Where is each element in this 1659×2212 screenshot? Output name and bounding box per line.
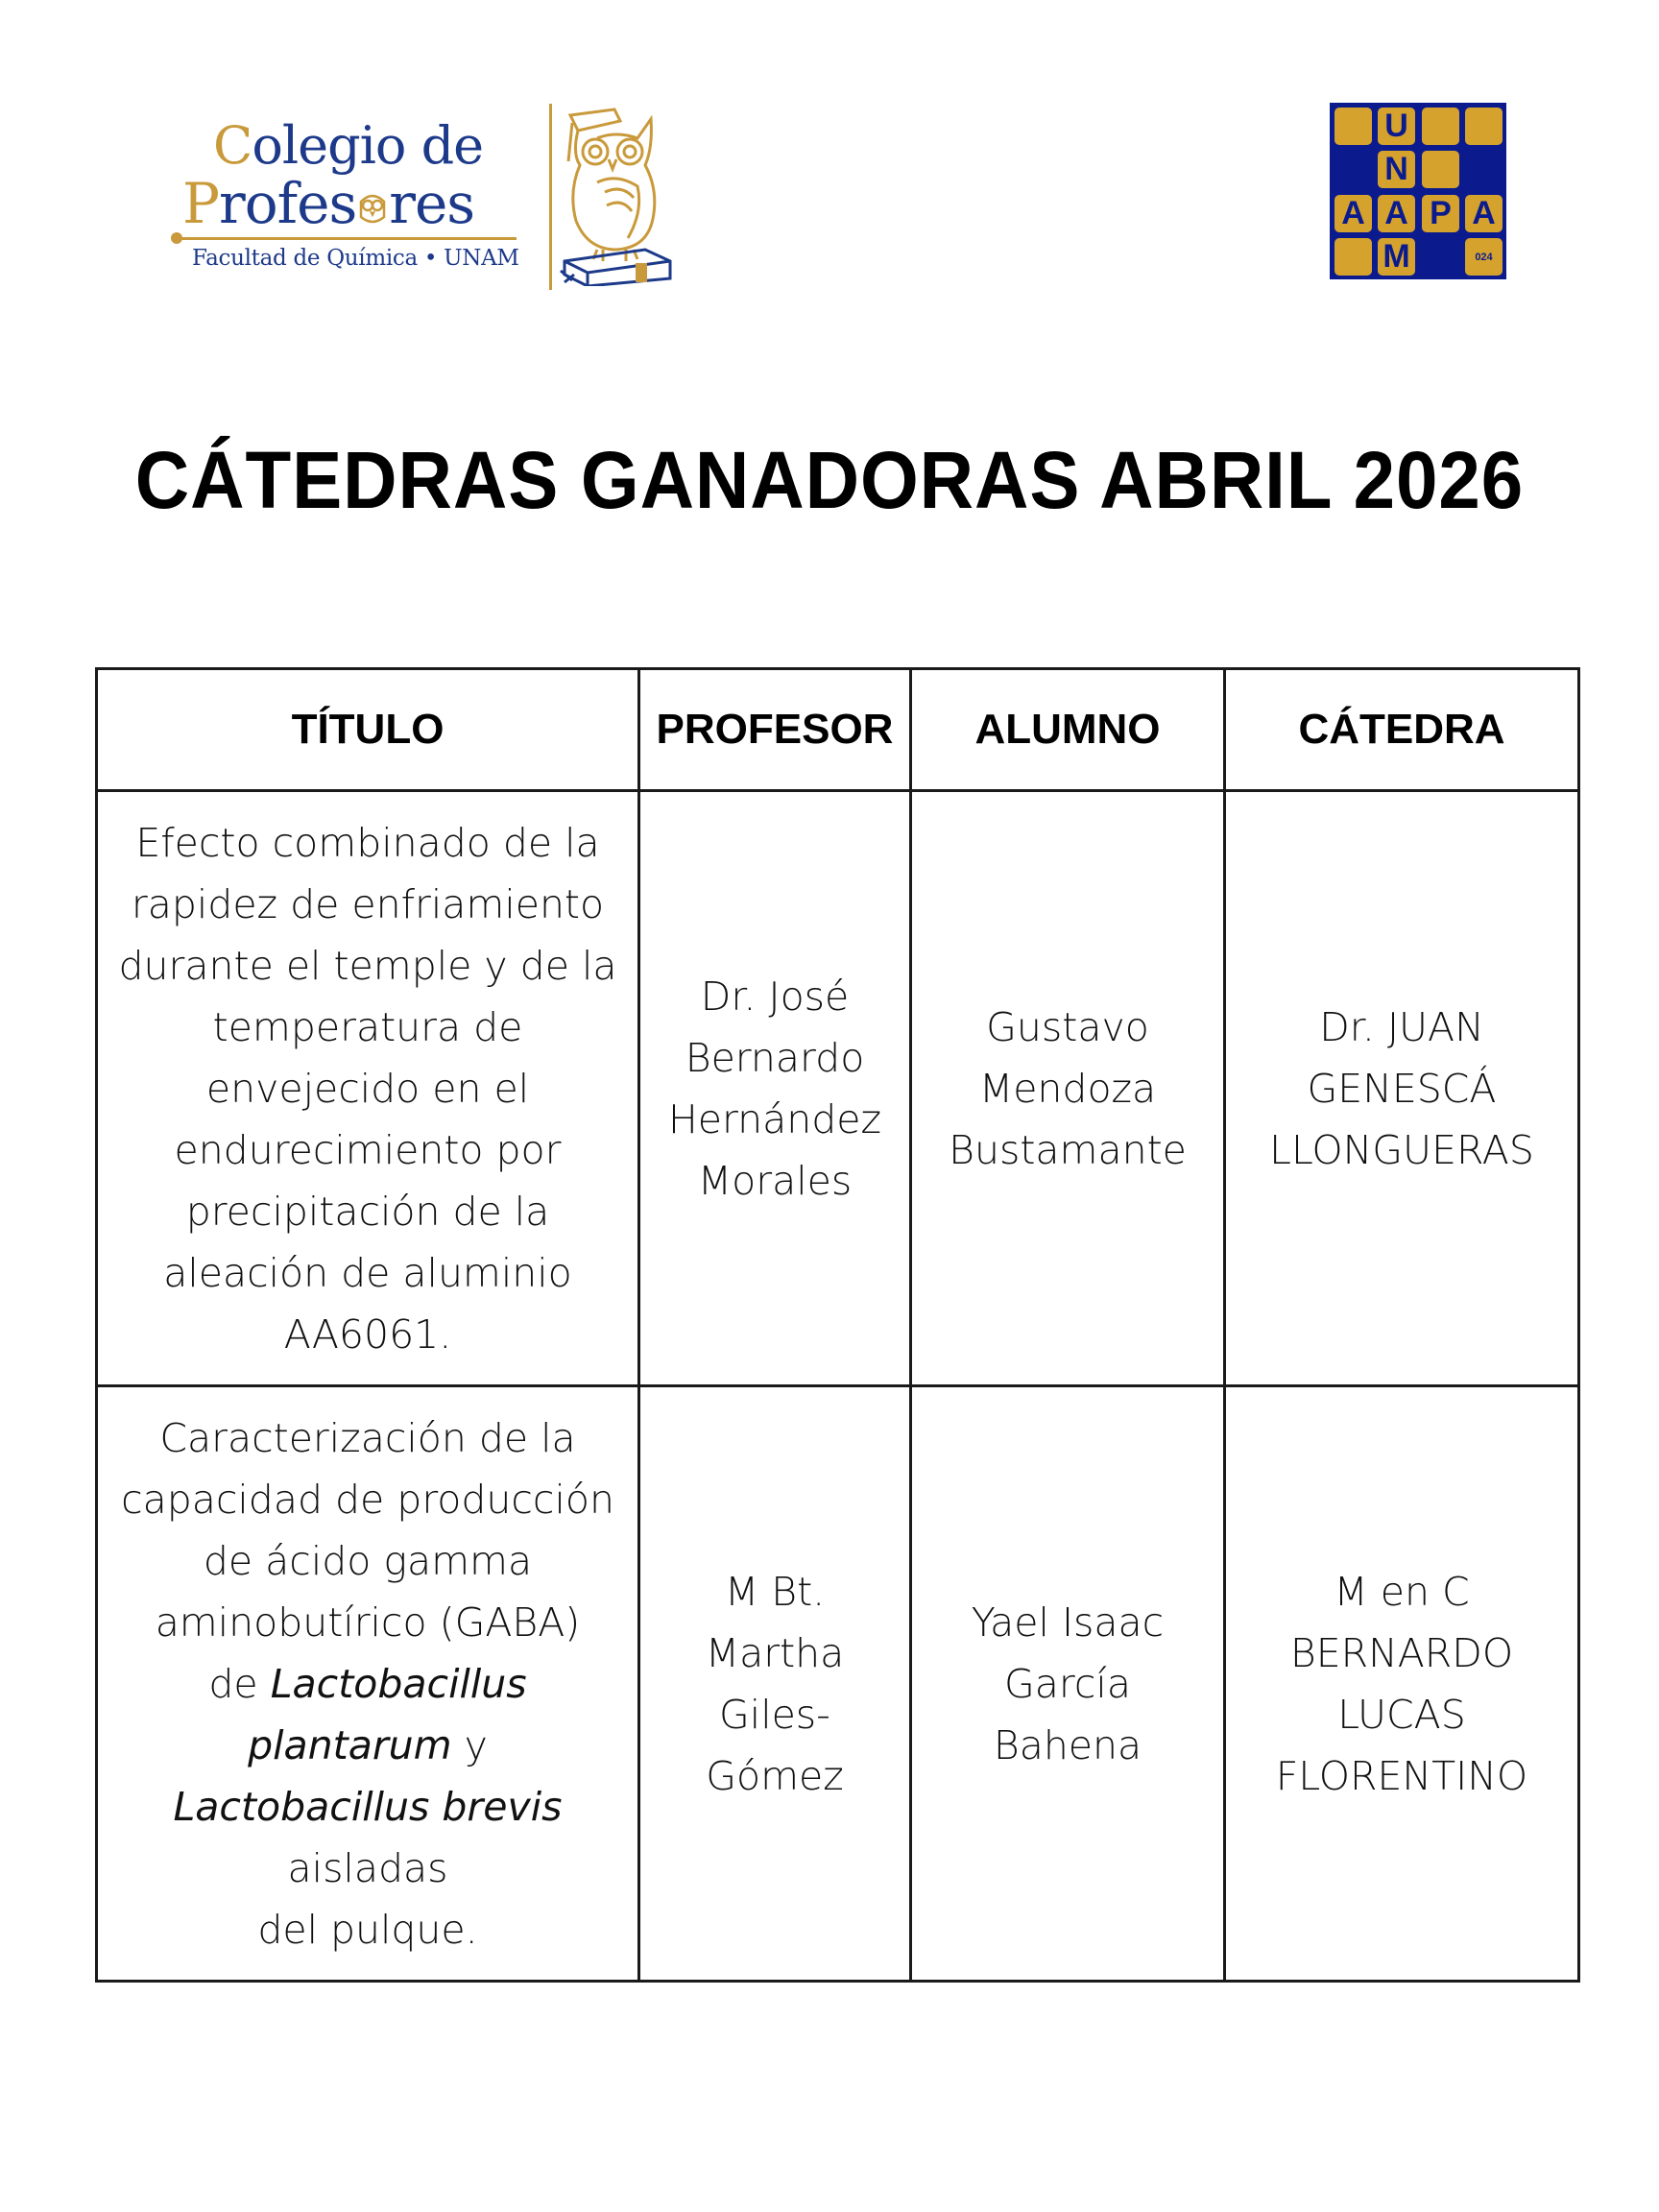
cell-text-line: Hernández [667, 1095, 882, 1142]
logo-subtitle: Facultad de Química • UNAM [192, 246, 519, 271]
cell-text-line: Mendoza [978, 1065, 1157, 1112]
colegio-de-profesores-logo [169, 102, 678, 290]
column-header-titulo: TÍTULO [97, 669, 639, 791]
logo-wordmark [169, 102, 534, 290]
column-header-profesor: PROFESOR [639, 669, 911, 791]
species-name: Lactobacillus brevis [173, 1783, 563, 1830]
logo-tile-p: P [1422, 195, 1459, 232]
cell-catedra [1225, 791, 1579, 1386]
logo-initial-c: C [213, 115, 252, 176]
cell-text-line: Dr. JUAN [1319, 1003, 1484, 1050]
logo-tile-a: A [1465, 195, 1503, 232]
unam-aapa-logo [1330, 103, 1506, 279]
cell-alumno [911, 791, 1225, 1386]
text-run: de [208, 1660, 271, 1707]
logo-tile-n: N [1378, 151, 1415, 188]
logo-line-profesores [182, 171, 474, 236]
cell-titulo [97, 1386, 639, 1982]
logo-divider [549, 104, 552, 290]
cell-text-line: del pulque. [257, 1906, 478, 1953]
owl-on-book-icon [559, 106, 674, 286]
logo-tile [1422, 151, 1459, 188]
column-header-catedra: CÁTEDRA [1225, 669, 1579, 791]
cell-text-line: de ácido gamma [203, 1537, 533, 1584]
cell-text-line: rapidez de enfriamiento [131, 880, 605, 927]
cell-text-line: aisladas [287, 1844, 448, 1891]
cell-text-line: Gustavo [986, 1003, 1149, 1050]
cell-text-line: Gómez [706, 1752, 844, 1799]
cell-text-line: Martha [705, 1629, 845, 1676]
table-row [97, 1386, 1579, 1982]
logo-tile-a: A [1378, 195, 1415, 232]
cell-text-line: temperatura de [212, 1003, 523, 1050]
text-run: y [451, 1721, 488, 1768]
logo-tile [1465, 108, 1503, 145]
logo-text-profes: rofes [219, 171, 357, 236]
cell-text-line: durante el temple y de la [118, 942, 617, 989]
table-header-row [97, 669, 1579, 791]
logo-text-res: res [389, 171, 475, 236]
logo-rule [179, 237, 517, 240]
cell-titulo [97, 791, 639, 1386]
cell-text-line: aminobutírico (GABA) [155, 1599, 581, 1646]
cell-text-line: LLONGUERAS [1269, 1126, 1534, 1173]
small-owl-face-icon [356, 175, 389, 213]
cell-text-line: precipitación de la [185, 1188, 550, 1235]
cell-text-line: LUCAS [1337, 1691, 1466, 1738]
cell-text-line: AA6061. [283, 1310, 452, 1358]
cell-text-line: BERNARDO [1289, 1629, 1514, 1676]
cell-profesor [639, 1386, 911, 1982]
cell-text-line: García [1004, 1660, 1131, 1707]
cell-text-line: GENESCÁ [1307, 1065, 1497, 1112]
logo-tile-m: M [1378, 238, 1415, 276]
cell-text-line [98, 1715, 637, 1776]
cell-text-line: capacidad de producción [121, 1476, 614, 1523]
logo-initial-p: P [182, 171, 220, 236]
cell-text-line: Bahena [993, 1721, 1142, 1768]
species-name: Lactobacillus [270, 1660, 527, 1707]
cell-text-line: Dr. José [700, 973, 850, 1020]
logo-tile-number: 024 [1465, 238, 1503, 276]
logo-text-colegio: olegio de [252, 115, 484, 176]
cell-text-line: Bernardo [685, 1034, 865, 1081]
cell-text-line: Caracterización de la [159, 1414, 576, 1461]
cell-text-line: Giles- [719, 1691, 830, 1738]
cell-catedra [1225, 1386, 1579, 1982]
cell-text-line: endurecimiento por [174, 1126, 562, 1173]
cell-text-line: FLORENTINO [1275, 1752, 1528, 1799]
cell-alumno [911, 1386, 1225, 1982]
cell-text-line: Yael Isaac [971, 1599, 1165, 1646]
logo-tile [1334, 108, 1372, 145]
cell-text-line: Efecto combinado de la [135, 819, 600, 866]
logo-tile-a: A [1334, 195, 1372, 232]
cell-text-line: Morales [697, 1157, 853, 1204]
logo-tile-u: U [1378, 108, 1415, 145]
column-header-alumno: ALUMNO [911, 669, 1225, 791]
cell-profesor [639, 791, 911, 1386]
table-row [97, 791, 1579, 1386]
logo-tile [1334, 238, 1372, 276]
cell-text-line: envejecido en el [205, 1065, 530, 1112]
logo-tile [1422, 108, 1459, 145]
cell-text-line: M en C [1334, 1568, 1470, 1615]
winners-table [95, 667, 1580, 1983]
cell-text-line: M Bt. [724, 1568, 826, 1615]
cell-text-line: aleación de aluminio [163, 1249, 572, 1296]
cell-text-line: Bustamante [949, 1126, 1187, 1173]
cell-text-line [98, 1653, 637, 1715]
page-title: CÁTEDRAS GANADORAS ABRIL 2026 [134, 435, 1525, 525]
logo-line-colegio [213, 115, 483, 176]
species-name: plantarum [248, 1721, 452, 1768]
